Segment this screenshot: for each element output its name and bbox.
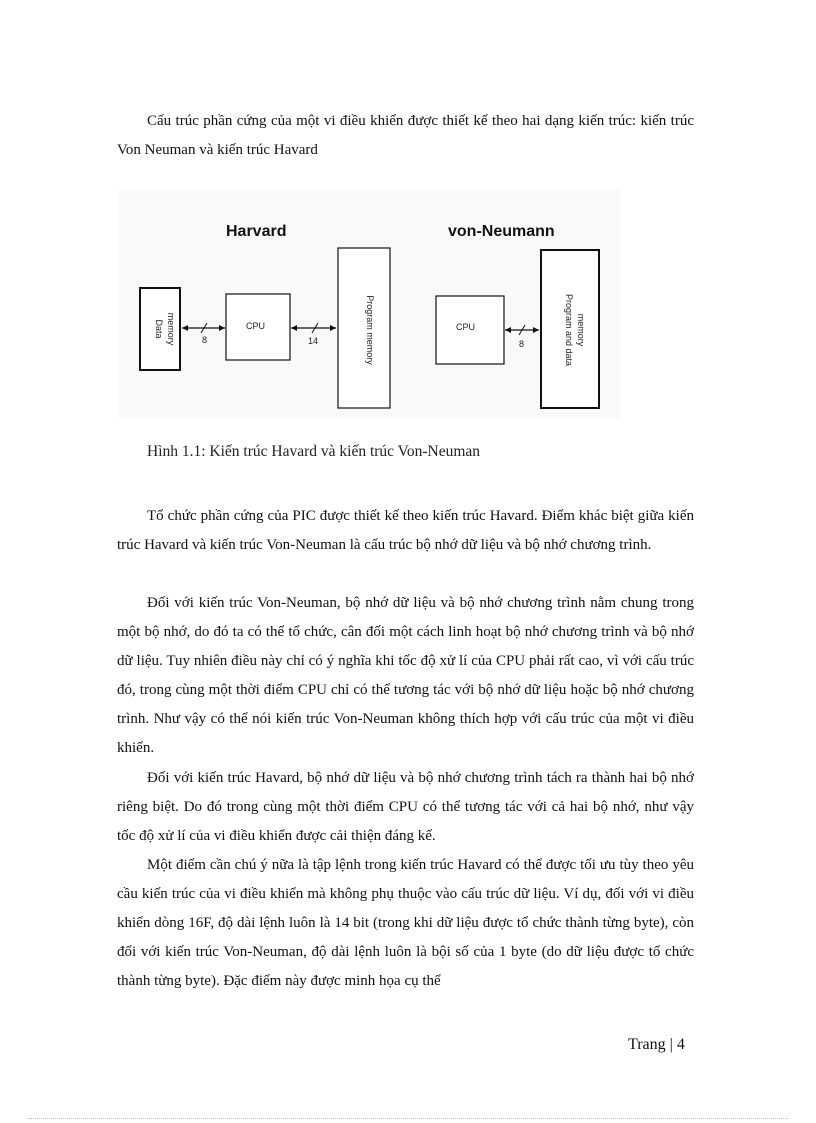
bus-width-right: 8 [519,339,525,349]
page-number: Trang | 4 [628,1036,685,1053]
bus-width-8: 8 [202,335,208,345]
figure-caption: Hình 1.1: Kiến trúc Havard và kiến trúc Von-Neuman [147,443,481,460]
paragraph-3: Đối với kiến trúc Havard, bộ nhớ dữ liệu và bộ nhớ chương trình tách ra thành hai bộ nhớ riêng biệt. Do đó trong cùng một thời điểm CPU có thể tương tác với cả hai bộ nhớ, như vậy tốc độ xử lí của vi điều khiển được cải thiện đáng kể. [117,770,694,844]
architecture-diagram [118,190,620,418]
harvard-cpu-label: CPU [246,321,266,331]
program-memory-label: Program memory [365,295,375,365]
harvard-title: Harvard [226,223,287,240]
program-data-memory-label-1: Program and data [564,293,574,367]
von-neumann-title: von-Neumann [448,223,555,240]
program-data-memory-label-2: memory [576,313,586,347]
paragraph-2: Đối với kiến trúc Von-Neuman, bộ nhớ dữ liệu và bộ nhớ chương trình nằm chung trong một bộ nhớ, do đó ta có thể tổ chức, cân đối một cách linh hoạt bộ nhớ chương trình và bộ nhớ dữ liệu. Tuy nhiên điều này chỉ có ý nghĩa khi tốc độ xử lí của CPU phải rất cao, vì với cấu trúc đó, trong cùng một thời điểm CPU chỉ có thể tương tác với bộ nhớ dữ liệu hoặc bộ nhớ chương trình. Như vậy có thể nói kiến trúc Von-Neuman không thích hợp với cấu trúc của một vi điều khiển. [117,595,694,756]
bottom-divider [28,1118,788,1119]
von-neumann-cpu-label: CPU [456,322,476,332]
data-memory-label-1: Data [154,319,164,339]
bus-width-14: 14 [308,336,319,346]
architecture-figure [118,190,620,418]
data-memory-label-2: memory [166,312,176,346]
program-memory-box [338,248,390,408]
paragraph-1: Tổ chức phần cứng của PIC được thiết kế theo kiến trúc Havard. Điểm khác biệt giữa kiến trúc Havard và kiến trúc Von-Neuman là cấu trúc bộ nhớ dữ liệu và bộ nhớ chương trình. [117,508,694,553]
intro-paragraph: Cấu trúc phần cứng của một vi điều khiển được thiết kế theo hai dạng kiến trúc: kiến trúc Von Neuman và kiến trúc Havard [117,113,694,158]
paragraph-4: Một điểm cần chú ý nữa là tập lệnh trong kiến trúc Havard có thể được tối ưu tùy theo yêu cầu kiến trúc của vi điều khiển mà không phụ thuộc vào cấu trúc dữ liệu. Ví dụ, đối với vi điều khiển dòng 16F, độ dài lệnh luôn là 14 bit (trong khi dữ liệu được tổ chức thành từng byte), còn đối với kiến trúc Von-Neuman, độ dài lệnh luôn là bội số của 1 byte (do dữ liệu được tổ chức thành từng byte). Đặc điểm này được minh họa cụ thể [117,857,694,989]
